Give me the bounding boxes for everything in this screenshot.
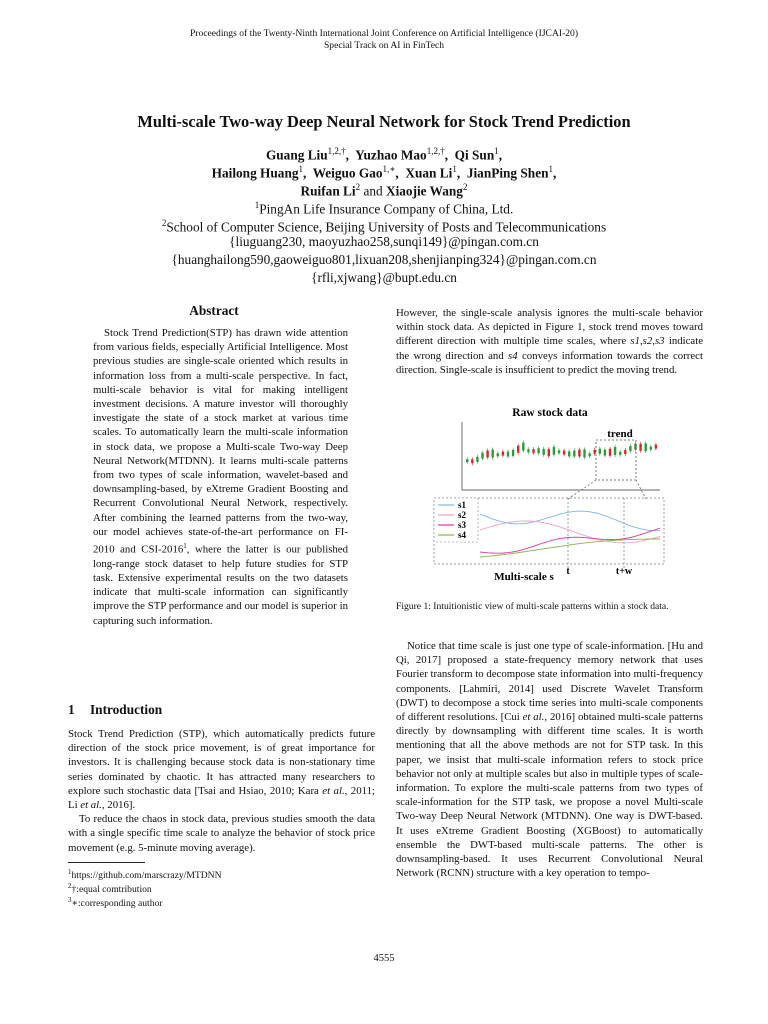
candlestick: [522, 441, 524, 453]
author-sup: 1: [298, 164, 303, 174]
text-run-italic: et al.: [322, 784, 345, 797]
author-sup: 1: [452, 164, 457, 174]
author-name: Qi Sun: [454, 147, 495, 163]
right-column-intro: [396, 306, 703, 377]
author-sup: 1: [548, 164, 553, 174]
scale-line-s1: [480, 511, 660, 531]
text-run: , 2016] obtained multi-scale patterns directly by downsampling with different time scales. It is worth mentioning that all the above methods are not for STP task. In this paper, we insist that multi-scale information refers to stock price behavior not only at multiple scales but also in multiple types of scale-information. To explore the multi-scale patterns from two types of scale-information for the STP task, we propose a novel Multi-scale Two-way Deep Neural Network (MTDNN). One way is DWT-based. It uses eXtreme Gradient Boosting (XGBoost) to automatically ensemble the DWT-based multi-scale patterns. The other is downsampling-based. It uses Recurrent Convolutional Neural Network (RCNN) structure with a key operation to tempo-: [396, 711, 703, 880]
footnote-link[interactable]: https://github.com/marscrazy/MTDNN: [71, 870, 222, 882]
abstract-footnote-sup: 1: [183, 542, 187, 551]
legend-s2: s2: [458, 510, 467, 520]
candlestick: [527, 447, 529, 454]
figure-title-raw-stock: Raw stock data: [512, 407, 588, 419]
candlestick-series: [466, 441, 657, 466]
paper-title: Multi-scale Two-way Deep Neural Network for Stock Trend Prediction: [137, 112, 631, 131]
candlestick: [573, 449, 575, 459]
proceedings-header: Proceedings of the Twenty-Ninth International Joint Conference on Artificial Intelligence (IJCAI-20): [189, 28, 579, 39]
author-sup: 2: [355, 182, 361, 192]
candlestick: [486, 448, 488, 459]
author-sup: 1,∗: [382, 164, 396, 174]
footnote-sup: 1: [68, 868, 72, 876]
candlestick: [502, 450, 504, 458]
scale-line-s3: [480, 528, 660, 553]
author-name: Xiaojie Wang: [385, 183, 463, 199]
author-line-2: Hailong Huang$^1$, Weiguo Gao$^{1,∗}$, Xuan Li$^1$, JianPing Shen$^1$,: [211, 164, 557, 181]
text-run: conveys information towards the correct direction. Single-scale is insufficient to predict the moving trend.: [396, 349, 703, 376]
author-name: Ruifan Li: [300, 183, 356, 199]
email-line-2: {huanghailong590,gaoweiguo801,lixuan208,shenjianping324}@pingan.com.cn: [171, 252, 597, 267]
legend-s1: s1: [458, 500, 467, 510]
candlestick: [609, 447, 611, 458]
text-run: , 2016].: [101, 799, 136, 812]
text-run: However, the single-scale analysis ignores the multi-scale behavior within stock data. As depicted in Figure 1, stock trend moves toward different direction with multiple time scales, where: [396, 307, 703, 348]
candlestick: [655, 443, 657, 451]
candlestick: [650, 445, 652, 452]
candlestick: [476, 455, 478, 464]
affiliation-sup: 2: [161, 218, 167, 228]
candlestick: [517, 444, 519, 455]
candlestick: [548, 447, 550, 458]
scale-legend: [434, 498, 478, 542]
author-name: Weiguo Gao: [312, 165, 383, 181]
author-sup: 1,2,†: [327, 146, 346, 156]
intro-paragraph-2: To reduce the chaos in stock data, previous studies smooth the data with a single specific time scale to analyze the behavior of stock price movement (e.g. 5-minute moving average).: [68, 813, 375, 854]
page-number: 4555: [373, 953, 395, 964]
candlestick: [599, 447, 601, 456]
candlestick: [466, 457, 468, 464]
footnote-sup: 2: [68, 882, 72, 890]
author-sup: 2: [462, 182, 468, 192]
author-name: Guang Liu: [265, 147, 328, 163]
author-sup: 1,2,†: [426, 146, 445, 156]
multiscale-label: Multi-scale s: [494, 571, 554, 583]
figure-caption: Figure 1: Intuitionistic view of multi-scale patterns within a stock data.: [396, 601, 669, 612]
intro-body: [68, 727, 375, 855]
candlestick: [507, 450, 509, 459]
candlestick: [558, 448, 560, 455]
candlestick: [578, 448, 580, 459]
candlestick: [629, 444, 631, 453]
text-run: Stock Trend Prediction (STP), which automatically predicts future direction of the stock price movement, is of great importance for investors. It is challenging because stock data is non-stationary time series dominated by chaotic. It has attracted many researchers to explore such stochastic data [Tsai and Hsiao, 2010; Kara: [68, 728, 375, 797]
candlestick: [481, 451, 483, 461]
text-run: , 2011; Li: [68, 784, 376, 812]
author-line-1: Guang Liu$^{1,2,\dagger}$, Yuzhao Mao$^{1,2,\dagger}$, Qi Sun$^1$,: [265, 146, 503, 163]
candlestick: [563, 449, 565, 457]
author-name: Hailong Huang: [211, 165, 299, 181]
abstract-heading: Abstract: [189, 303, 239, 318]
candlestick: [588, 451, 590, 458]
candlestick: [568, 449, 570, 458]
candlestick: [604, 448, 606, 458]
text-run-italic: et al.: [80, 799, 102, 812]
legend-s3: s3: [458, 520, 467, 530]
multiscale-lines: [480, 511, 660, 557]
scale-line-s4: [480, 539, 660, 557]
affiliation-sup: 1: [254, 200, 260, 210]
footnote-sup: 3: [68, 896, 72, 904]
candlestick: [624, 448, 626, 456]
trend-zoom-box: [596, 440, 636, 480]
author-line-3: Ruifan Li$^2$ and Xiaojie Wang$^2$: [300, 182, 468, 199]
candlestick: [634, 442, 636, 452]
candlestick: [639, 442, 641, 453]
footnote-3: [68, 894, 162, 910]
trend-label: trend: [607, 428, 633, 440]
figure-1: [428, 402, 668, 592]
candlestick: [645, 441, 647, 453]
footnote-text: †:equal comtribution: [71, 884, 152, 896]
legend-s4: s4: [458, 530, 467, 540]
variable-names: s1,s2,s3: [630, 335, 665, 348]
candlestick: [471, 457, 473, 465]
abstract-body: [93, 326, 348, 628]
intro-heading: [68, 702, 368, 718]
candlestick: [583, 447, 585, 459]
candlestick: [543, 447, 545, 457]
affiliation-text: School of Computer Science, Beijing University of Posts and Telecommunications: [166, 219, 607, 235]
zoom-connector-right: [636, 480, 646, 499]
variable-name: s4: [508, 349, 518, 362]
candlestick: [532, 447, 534, 455]
track-header: Special Track on AI in FinTech: [323, 40, 445, 51]
intro-paragraph-1: [68, 727, 375, 812]
abstract-text: Stock Trend Prediction(STP) has drawn wide attention from various fields, especially Artificial Intelligence. Most previous studies are single-scale oriented which results in information loss from a multi-scale perspective. In fact, multi-scale behavior is vital for making intelligent investment decisions. A mature investor will thoroughly investigate the state of a stock market at various time scales. To automatically learn the multi-scale information in stock data, we propose a Multi-scale Two-way Deep Neural Network(MTDNN). It learns multi-scale patterns from two types of scale information, wavelet-based and downsampling-based, by eXtreme Gradient Boosting and Recurrent Convolutional Neural Network, respectively. After combining the learned patterns from the two-way, our model achieves state-of-the-art performance on FI-2010 and CSI-2016: [93, 327, 348, 556]
text-run-italic: et al.: [522, 711, 545, 724]
candlestick: [614, 445, 616, 457]
section-title: Introduction: [90, 702, 163, 717]
candlestick: [619, 450, 621, 457]
footnote-divider: [68, 862, 145, 863]
author-name: Xuan Li: [405, 165, 453, 181]
candlestick: [553, 445, 555, 457]
right-column-body: [396, 639, 703, 880]
candlestick: [594, 448, 596, 456]
email-line-1: {liuguang230, maoyuzhao258,sunqi149}@pingan.com.cn: [229, 234, 539, 249]
footnote-text: ∗:corresponding author: [71, 898, 163, 910]
candlestick: [497, 451, 499, 458]
zoom-connector-left: [568, 480, 596, 499]
text-run: indicate the wrong direction and: [396, 335, 704, 362]
tw-label: t+w: [615, 566, 633, 577]
section-number: 1: [68, 702, 75, 717]
author-name: JianPing Shen: [466, 165, 549, 181]
author-sup: 1: [494, 146, 499, 156]
text-run: Notice that time scale is just one type of scale-information. [Hu and Qi, 2017] proposed a state-frequency memory network that uses Fourier transform to decompose state information into multi-frequency components. [Lahmiri, 2014] used Discrete Wavelet Transform (DWT) to decompose a stock time series into multi-scale components of different resolutions. [Cui: [396, 640, 703, 724]
abstract-text-cont: , where the latter is our published long-range stock dataset to help future studies for STP task. Extensive experimental results on the two datasets indicate that multi-scale information can significantly improve the STP performance and our model is superior in capturing such information.: [93, 543, 348, 627]
t-label: t: [566, 566, 570, 577]
candlestick: [512, 448, 514, 458]
email-line-3: {rfli,xjwang}@bupt.edu.cn: [311, 270, 457, 285]
affiliation-text: PingAn Life Insurance Company of China, Ltd.: [259, 201, 514, 217]
candlestick: [537, 446, 539, 455]
author-name: Yuzhao Mao: [355, 147, 427, 163]
candlestick: [492, 447, 494, 459]
